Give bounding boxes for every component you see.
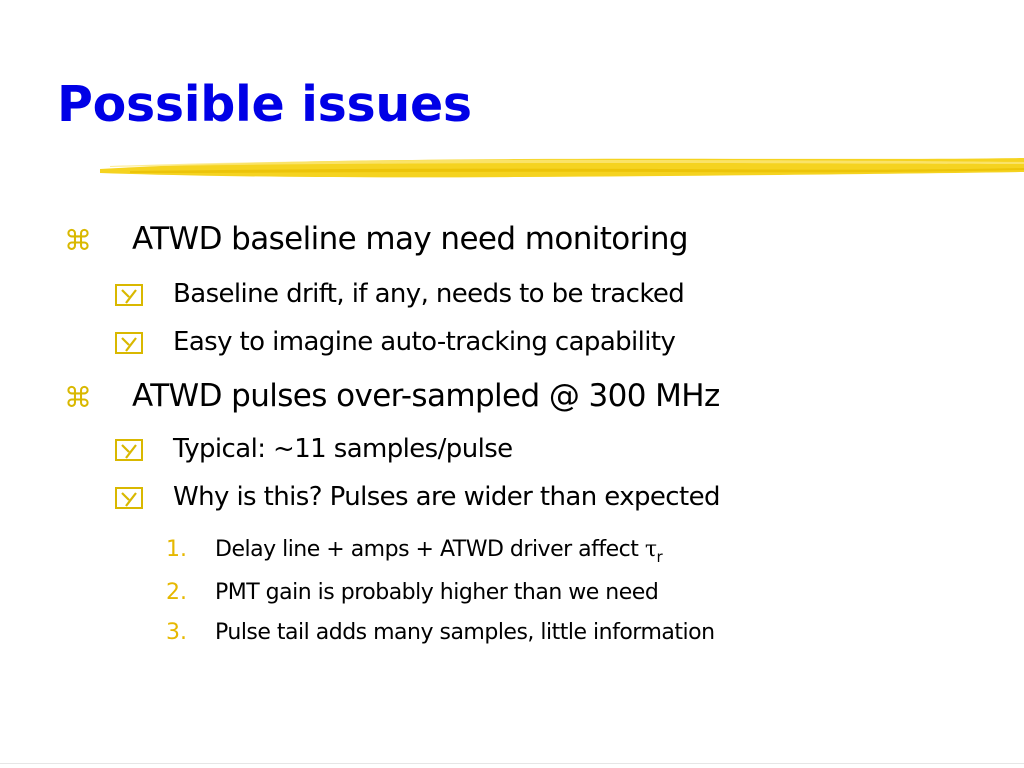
bullet-item-2	[132, 378, 720, 414]
tau-subscript: r	[656, 548, 663, 566]
sub-bullet-text: Easy to imagine auto-tracking capability	[173, 327, 676, 357]
sub-bullet-item-1-1	[173, 279, 684, 309]
list-number: 1.	[166, 537, 187, 562]
list-number: 3.	[166, 620, 187, 645]
sub-bullet-text: Baseline drift, if any, needs to be tracked	[173, 279, 685, 309]
numbered-item-3	[215, 620, 715, 645]
numbered-text: Pulse tail adds many samples, little information	[215, 620, 715, 645]
numbered-item-2	[215, 580, 658, 605]
command-bullet-icon: ⌘	[64, 224, 92, 257]
command-bullet-icon: ⌘	[64, 381, 92, 414]
sub-bullet-item-1-2	[173, 327, 675, 357]
sub-bullet-item-2-2	[173, 482, 720, 512]
list-number: 2.	[166, 580, 187, 605]
checkbox-y-icon	[114, 485, 144, 511]
checkbox-y-icon	[114, 282, 144, 308]
sub-bullet-text: Why is this? Pulses are wider than expected	[173, 482, 720, 512]
numbered-text-body: Delay line + amps + ATWD driver affect	[215, 537, 645, 562]
bullet-item-1	[132, 221, 688, 257]
slide-title: Possible issues	[57, 76, 472, 133]
numbered-item-1	[215, 537, 663, 566]
sub-bullet-item-2-1	[173, 434, 513, 464]
checkbox-y-icon	[114, 330, 144, 356]
tau-symbol: τ	[644, 537, 657, 562]
slide-bottom-border	[0, 763, 1024, 764]
checkbox-y-icon	[114, 437, 144, 463]
bullet-text: ATWD baseline may need monitoring	[132, 221, 688, 257]
numbered-text: PMT gain is probably higher than we need	[215, 580, 659, 605]
bullet-text: ATWD pulses over-sampled @ 300 MHz	[132, 378, 720, 414]
numbered-text	[215, 537, 663, 566]
sub-bullet-text: Typical: ~11 samples/pulse	[173, 434, 513, 464]
